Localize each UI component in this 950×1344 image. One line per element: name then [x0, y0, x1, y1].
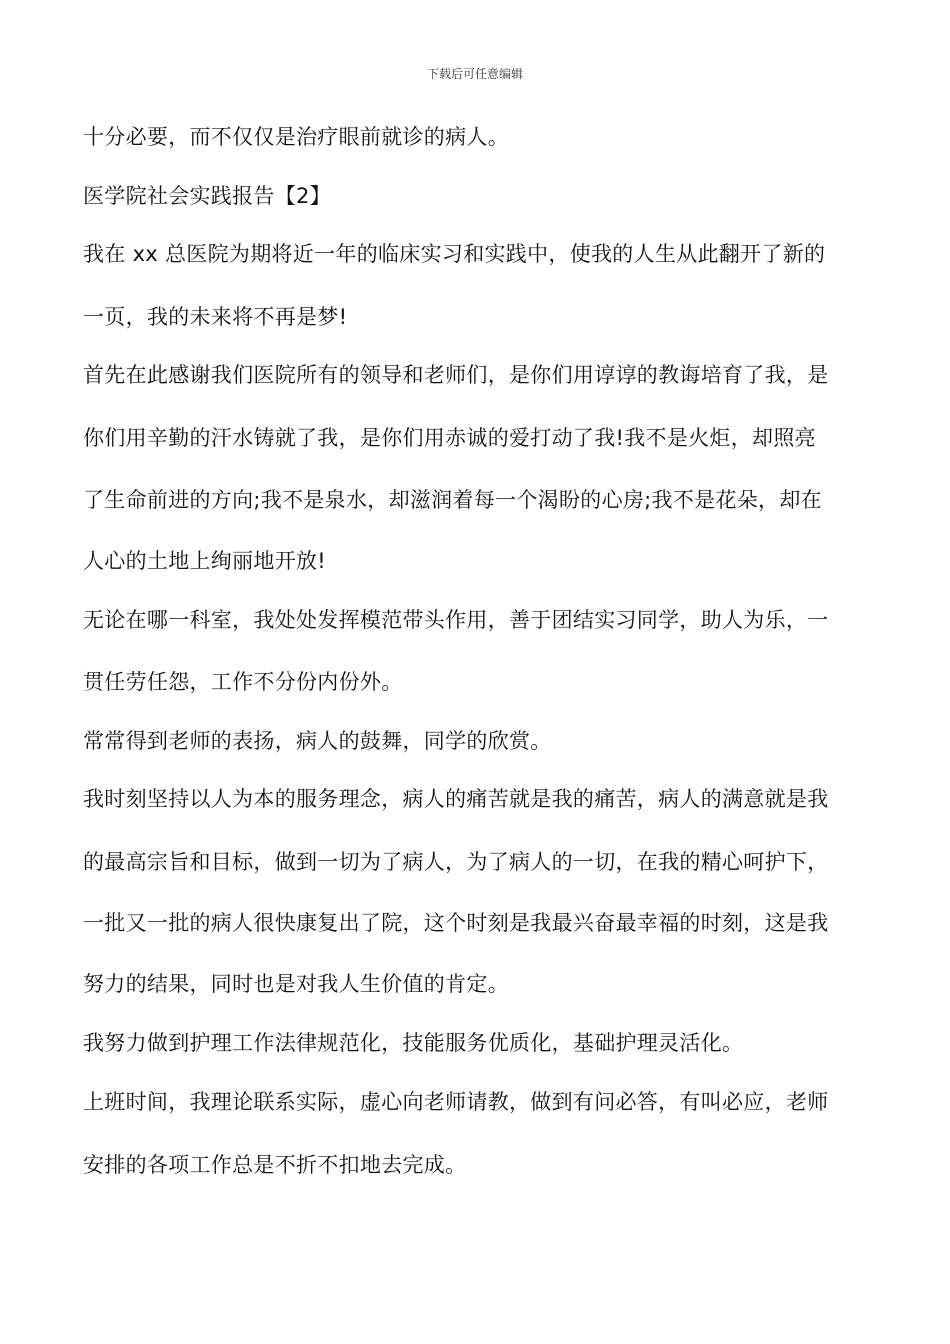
text-line: 一页，我的未来将不再是梦!: [83, 305, 348, 329]
text-line: 首先在此感谢我们医院所有的领导和老师们，是你们用谆谆的教诲培育了我，是: [83, 363, 829, 387]
text-line: 十分必要，而不仅仅是治疗眼前就诊的病人。: [83, 125, 509, 149]
text-line: 的最高宗旨和目标，做到一切为了病人，为了病人的一切，在我的精心呵护下，: [83, 850, 829, 874]
page-header-note: 下载后可任意编辑: [426, 67, 523, 81]
text-line: 无论在哪一科室，我处处发挥模范带头作用，善于团结实习同学，助人为乐，一: [83, 608, 829, 632]
text-line: 我时刻坚持以人为本的服务理念，病人的痛苦就是我的痛苦，病人的满意就是我: [83, 787, 829, 811]
text-line: 你们用辛勤的汗水铸就了我，是你们用赤诚的爱打动了我!我不是火炬，却照亮: [83, 426, 816, 450]
text-line: 安排的各项工作总是不折不扣地去完成。: [83, 1153, 467, 1177]
text-line: 常常得到老师的表扬，病人的鼓舞，同学的欣赏。: [83, 729, 552, 753]
text-line: 了生命前进的方向;我不是泉水，却滋润着每一个渴盼的心房;我不是花朵，却在: [83, 488, 822, 512]
section-heading: 医学院社会实践报告【2】: [83, 184, 331, 208]
text-line: 一批又一批的病人很快康复出了院，这个时刻是我最兴奋最幸福的时刻，这是我: [83, 911, 829, 935]
text-line: 努力的结果，同时也是对我人生价值的肯定。: [83, 972, 509, 996]
text-line: 上班时间，我理论联系实际，虚心向老师请教，做到有问必答，有叫必应，老师: [83, 1090, 829, 1114]
text-line: 人心的土地上绚丽地开放!: [83, 549, 327, 573]
text-line: 我在 xx 总医院为期将近一年的临床实习和实践中，使我的人生从此翻开了新的: [83, 242, 826, 266]
text-line: 贯任劳任怨，工作不分份内份外。: [83, 670, 403, 694]
text-line: 我努力做到护理工作法律规范化，技能服务优质化，基础护理灵活化。: [83, 1031, 744, 1055]
